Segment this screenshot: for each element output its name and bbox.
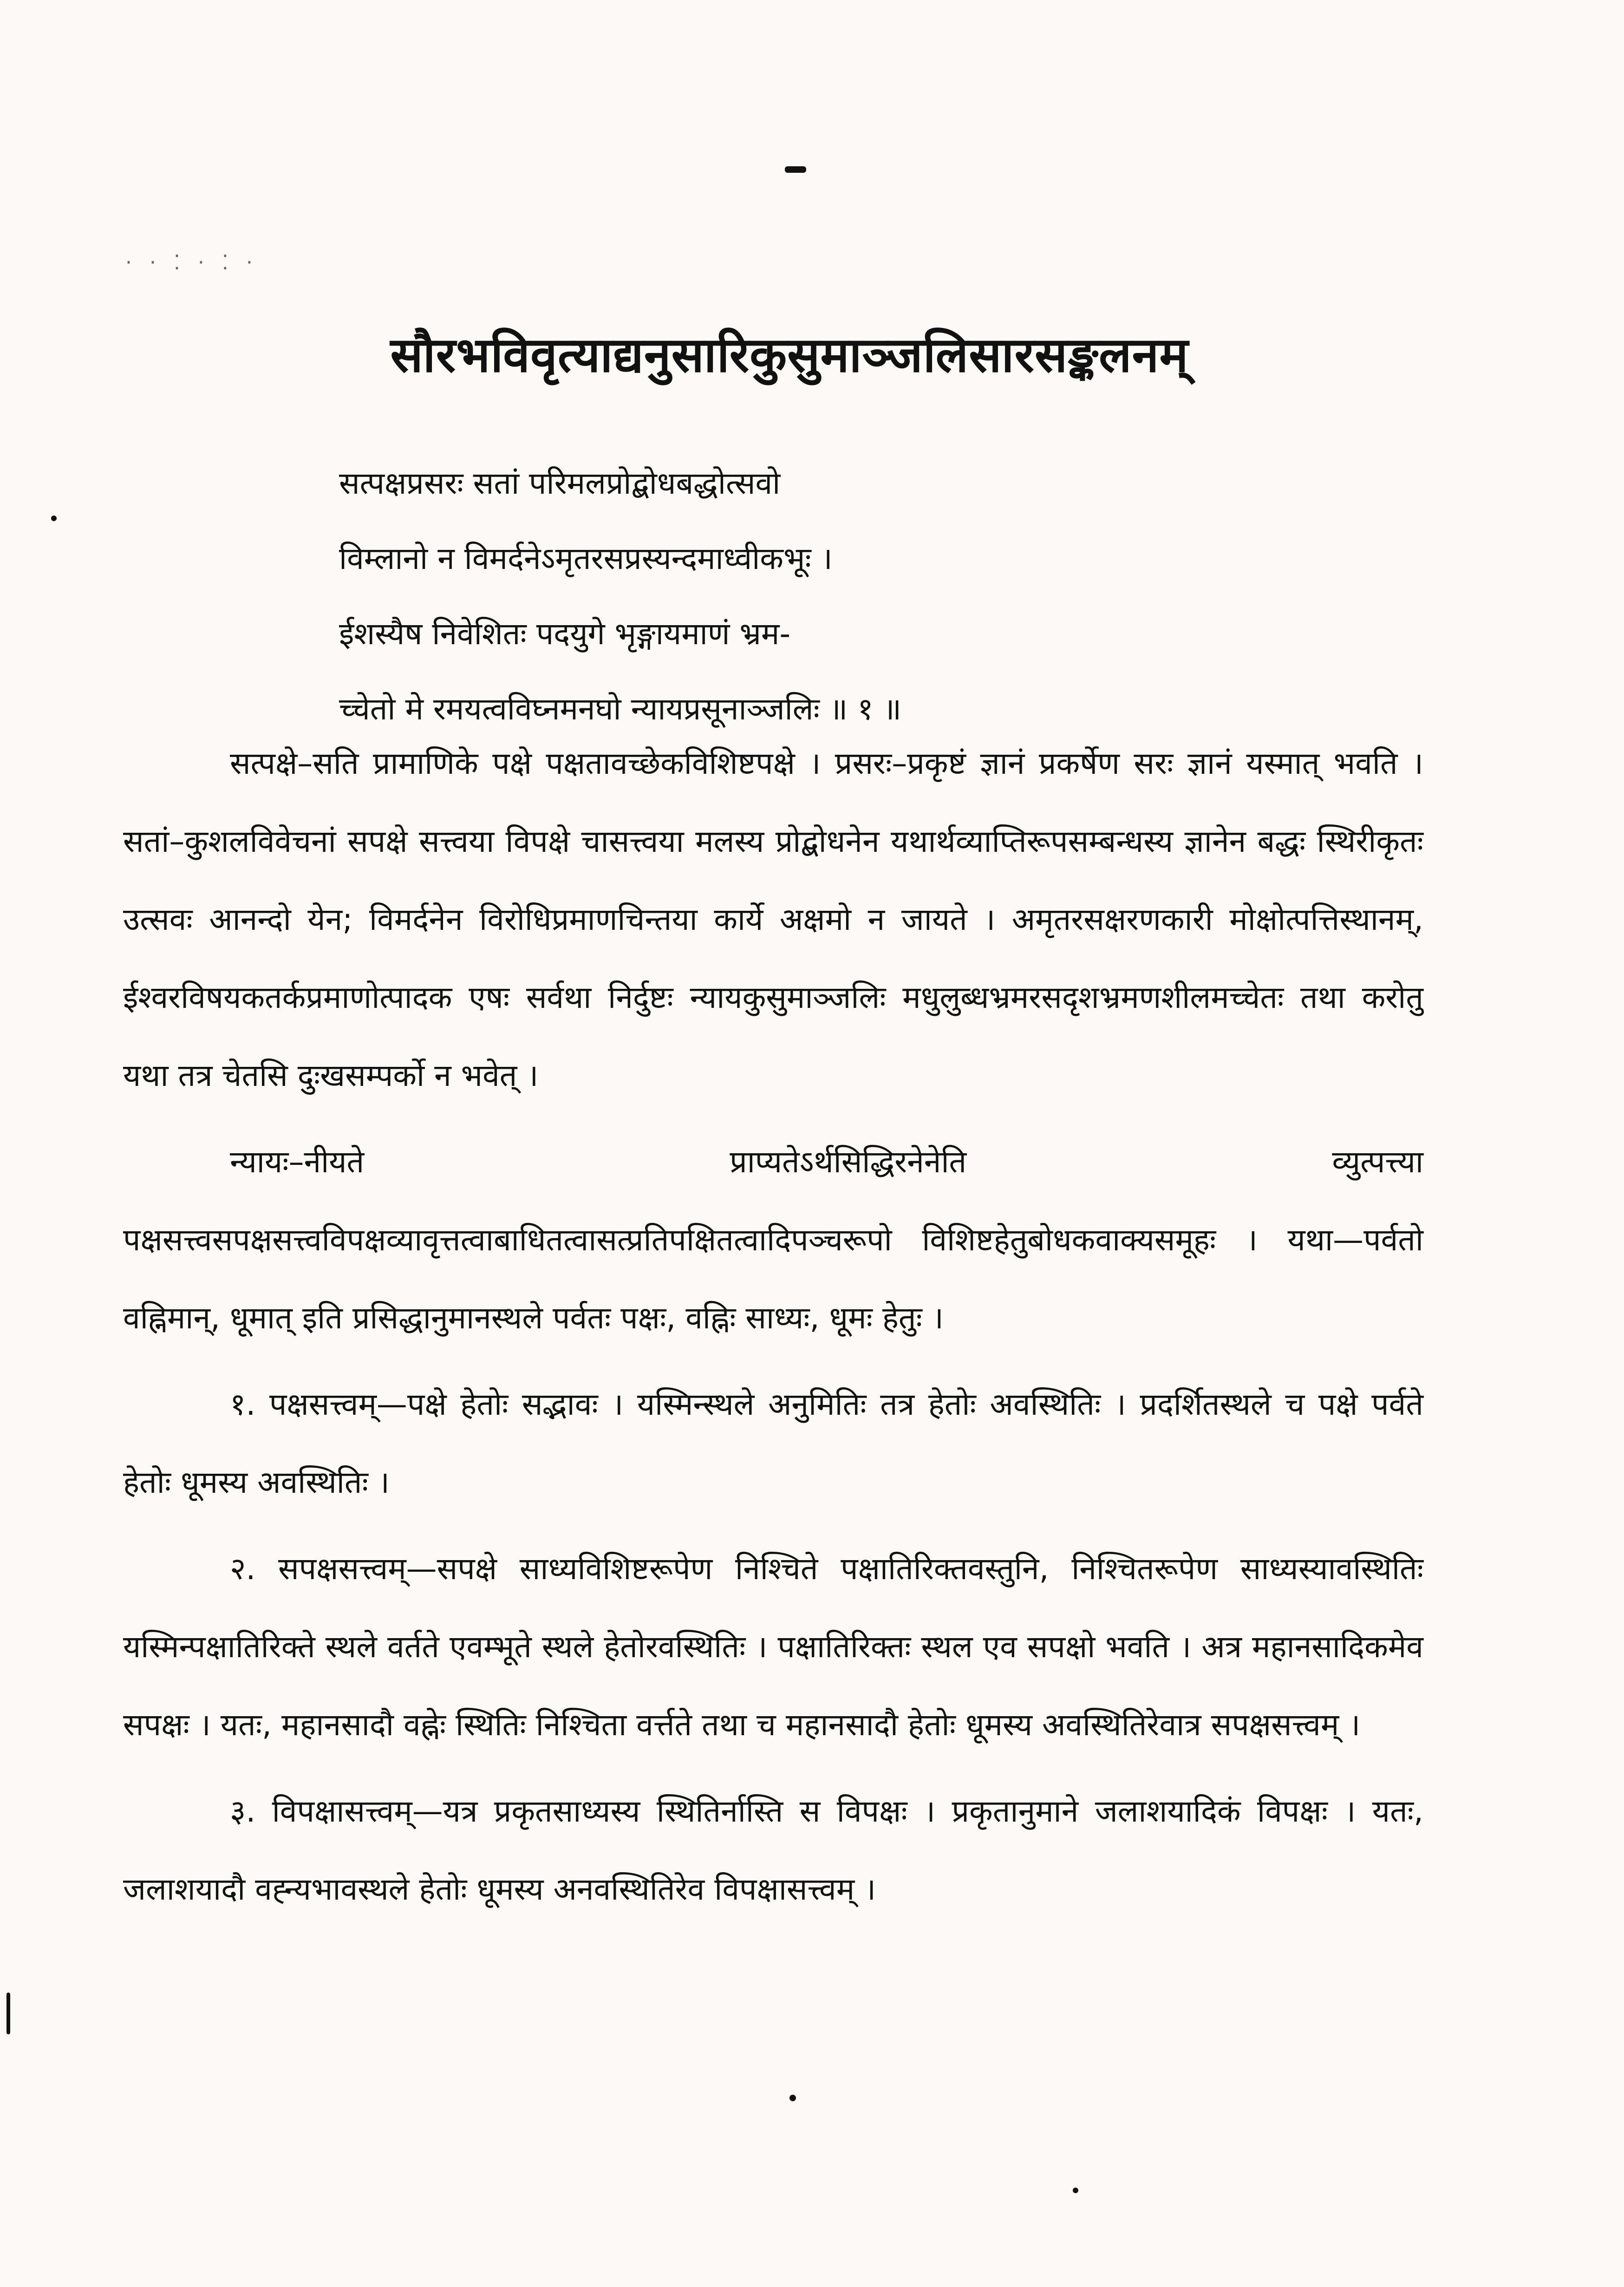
ink-speck: [51, 516, 57, 521]
ink-speck: [1073, 2188, 1078, 2193]
ink-speck: [789, 2095, 796, 2101]
verse-line: सत्पक्षप्रसरः सतां परिमलप्रोद्बोधबद्धोत्सवो: [339, 465, 781, 501]
margin-ink-mark: [7, 1993, 10, 2034]
page-title: सौरभविवृत्याद्यनुसारिकुसुमाञ्जलिसारसङ्कलनम्: [390, 327, 1189, 383]
commentary-paragraph: सत्पक्षे–सति प्रामाणिके पक्षे पक्षतावच्छेकविशिष्टपक्षे । प्रसरः–प्रकृष्टं ज्ञानं प्रकर्षेण सरः ज्ञानं यस्मात् भवति । सतां–कुशलविवेचनां सपक्षे सत्त्वया विपक्षे चासत्त्वया मलस्य प्रोद्बोधनेन यथार्थव्याप्तिरूपसम्बन्धस्य ज्ञानेन बद्धः स्थिरीकृतः उत्सवः आनन्दो येन; विमर्दनेन विरोधिप्रमाणचिन्तया कार्ये अक्षमो न जायते । अमृतरसक्षरणकारी मोक्षोत्पत्तिस्थानम्, ईश्वरविषयकतर्कप्रमाणोत्पादक एषः सर्वथा निर्दुष्टः न्यायकुसुमाञ्जलिः मधुलुब्धभ्रमरसदृशभ्रमणशीलमच्चेतः तथा करोतु यथा तत्र चेतसि दुःखसम्पर्को न भवेत् ।: [123, 745, 1423, 1093]
commentary-paragraph: न्यायः–नीयते प्राप्यतेऽर्थसिद्धिरनेनेति व्युत्पत्त्या पक्षसत्त्वसपक्षसत्त्वविपक्षव्यावृत्तत्वाबाधितत्वासत्प्रतिपक्षितत्वादिपञ्चरूपो विशिष्टहेतुबोधकवाक्यसमूहः । यथा—पर्वतो वह्निमान्, धूमात् इति प्रसिद्धानुमानस्थले पर्वतः पक्षः, वह्निः साध्यः, धूमः हेतुः ।: [123, 1144, 1423, 1336]
verse-line: विम्लानो न विमर्दनेऽमृतरसप्रस्यन्दमाध्वीकभूः ।: [339, 541, 833, 576]
verse-line: ईशस्यैष निवेशितः पदयुगे भृङ्गायमाणं भ्रम-: [339, 616, 791, 652]
commentary-paragraph: २. सपक्षसत्त्वम्—सपक्षे साध्यविशिष्टरूपेण निश्चिते पक्षातिरिक्तवस्तुनि, निश्चितरूपेण साध्यस्यावस्थितिः यस्मिन्पक्षातिरिक्ते स्थले वर्तते एवम्भूते स्थले हेतोरवस्थितिः । पक्षातिरिक्तः स्थल एव सपक्षो भवति । अत्र महानसादिकमेव सपक्षः । यतः, महानसादौ वह्नेः स्थितिः निश्चिता वर्त्तते तथा च महानसादौ हेतोः धूमस्य अवस्थितिरेवात्र सपक्षसत्त्वम् ।: [123, 1551, 1423, 1743]
verse-block: [339, 446, 1268, 747]
commentary-paragraph: ३. विपक्षासत्त्वम्—यत्र प्रकृतसाध्यस्य स्थितिर्नास्ति स विपक्षः । प्रकृतानुमाने जलाशयादिकं विपक्षः । यतः, जलाशयादौ वह्न्यभावस्थले हेतोः धूमस्य अनवस्थितिरेव विपक्षासत्त्वम् ।: [123, 1793, 1423, 1907]
commentary-paragraph: १. पक्षसत्त्वम्—पक्षे हेतोः सद्भावः । यस्मिन्स्थले अनुमितिः तत्र हेतोः अवस्थितिः । प्रदर्शितस्थले च पक्षे पर्वते हेतोः धूमस्य अवस्थितिः ।: [123, 1386, 1423, 1500]
top-ink-mark: [785, 166, 806, 173]
verse-line: च्चेतो मे रमयत्वविघ्नमनघो न्यायप्रसूनाञ्जलिः ॥ १ ॥: [339, 691, 902, 727]
faint-specks: · · ⁚ · ⁚ ·: [125, 251, 258, 274]
commentary-body: [123, 725, 1423, 1928]
